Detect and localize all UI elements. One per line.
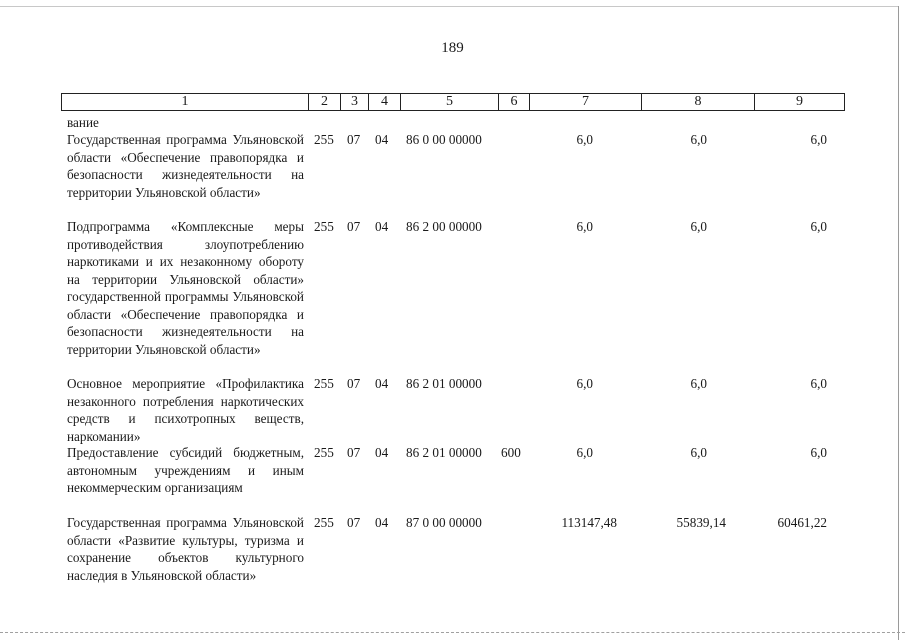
- row-col-9: 60461,22: [777, 515, 827, 530]
- row-col-2: 255: [314, 376, 334, 391]
- row-col-2: 255: [314, 219, 334, 234]
- page-number: 189: [441, 40, 464, 56]
- row-col-2: 255: [314, 515, 334, 530]
- header-col-1: 1: [181, 94, 189, 109]
- row-col-4: 04: [375, 445, 389, 460]
- header-col-5: 5: [400, 94, 498, 110]
- row-name: Государственная программа Ульяновской области «Развитие культуры, туризма и сохранение объектов культурного наследия в Ульяновской области»: [67, 515, 304, 583]
- row-col-8: 6,0: [690, 219, 707, 234]
- page-border-top: [0, 6, 899, 7]
- row-name: Государственная программа Ульяновской области «Обеспечение правопорядка и безопасности жизнедеятельности на территории Ульяновской области»: [67, 132, 304, 200]
- row-col-5: 86 2 01 00000: [406, 445, 482, 460]
- row-col-5: 86 2 01 00000: [406, 376, 482, 391]
- header-col-7: 7: [529, 94, 641, 110]
- header-col-6: 6: [498, 94, 529, 110]
- row-col-8: 6,0: [690, 132, 707, 147]
- header-col-3: 3: [340, 94, 368, 110]
- row-col-8: 6,0: [690, 376, 707, 391]
- row-col-7: 6,0: [576, 376, 593, 391]
- header-col-4: 4: [368, 94, 400, 110]
- row-col-8: 55839,14: [676, 515, 726, 530]
- row-col-4: 04: [375, 376, 389, 391]
- page-border-bottom: [0, 632, 905, 633]
- table-header-row: [61, 93, 845, 111]
- row-name: Предоставление субсидий бюджетным, автономным учреждениям и иным некоммерческим организациям: [67, 445, 304, 495]
- row-col-3: 07: [347, 445, 361, 460]
- row-col-7: 6,0: [576, 445, 593, 460]
- row-col-5: 87 0 00 00000: [406, 515, 482, 530]
- row-col-8: 6,0: [690, 445, 707, 460]
- row-col-9: 6,0: [810, 445, 827, 460]
- row-col-4: 04: [375, 219, 389, 234]
- row-col-5: 86 0 00 00000: [406, 132, 482, 147]
- row-col-5: 86 2 00 00000: [406, 219, 482, 234]
- page-border-right: [898, 6, 899, 640]
- header-col-8: 8: [641, 94, 754, 110]
- row-col-4: 04: [375, 132, 389, 147]
- row-col-3: 07: [347, 219, 361, 234]
- row-col-6: 600: [501, 445, 521, 460]
- header-col-2: 2: [308, 94, 340, 110]
- row-col-4: 04: [375, 515, 389, 530]
- row-col-7: 6,0: [576, 219, 593, 234]
- row-col-3: 07: [347, 376, 361, 391]
- row-col-7: 113147,48: [561, 515, 617, 530]
- row-col-9: 6,0: [810, 132, 827, 147]
- row-col-3: 07: [347, 515, 361, 530]
- row-name: Подпрограмма «Комплексные меры противодействия злоупотреблению наркотиками и их незаконному обороту на территории Ульяновской области» государственной программы Ульяновской области «Обеспечение правопорядка и безопасности жизнедеятельности на территории Ульяновской области»: [67, 219, 304, 357]
- row-name: Основное мероприятие «Профилактика незаконного потребления наркотических средств и психотропных веществ, наркомании»: [67, 376, 304, 444]
- row-name: вание: [67, 115, 99, 130]
- row-col-9: 6,0: [810, 219, 827, 234]
- row-col-2: 255: [314, 132, 334, 147]
- row-col-7: 6,0: [576, 132, 593, 147]
- header-col-9: 9: [754, 94, 844, 110]
- row-col-3: 07: [347, 132, 361, 147]
- row-col-2: 255: [314, 445, 334, 460]
- row-col-9: 6,0: [810, 376, 827, 391]
